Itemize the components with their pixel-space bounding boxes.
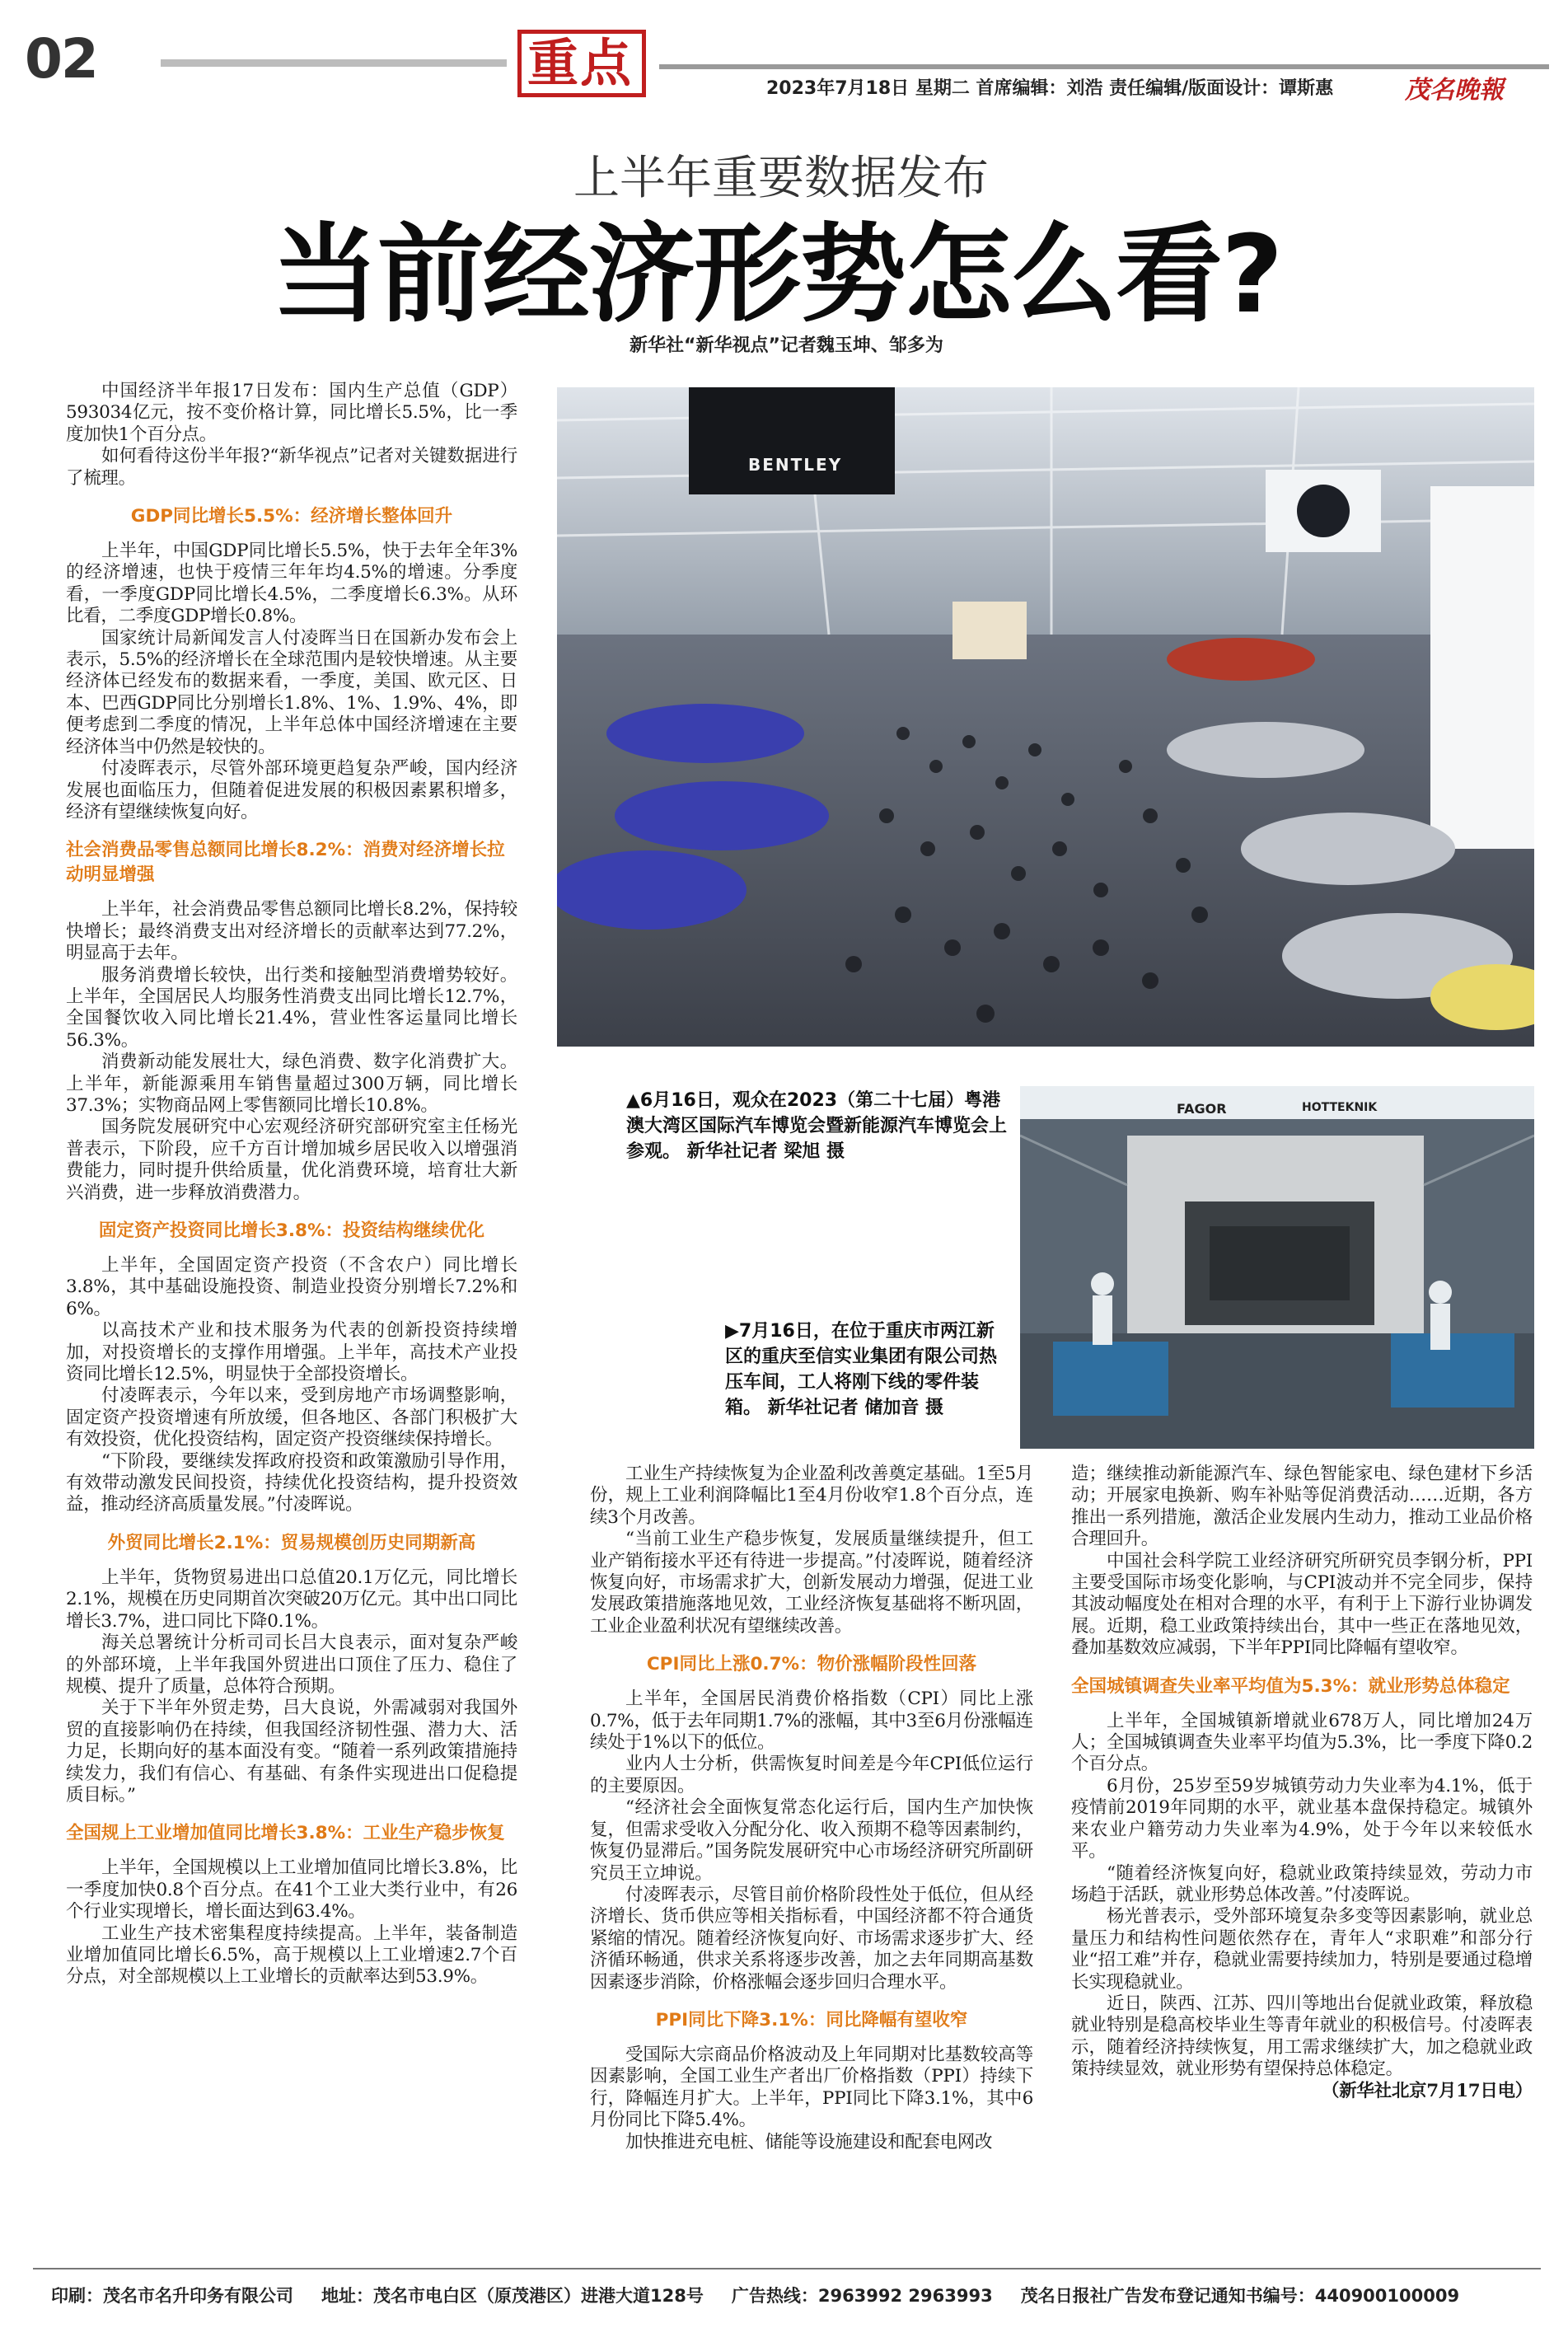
- page-number: 02: [25, 27, 97, 91]
- factory-illustration: [1020, 1086, 1534, 1449]
- footer: [51, 2283, 1542, 2307]
- paragraph: 付凌晖表示，尽管目前价格阶段性处于低位，但从经济增长、货币供应等相关指标看，中国经济都不符合通货紧缩的情况。随着经济恢复向好、市场需求逐步扩大、经济循环畅通，供求关系将逐步改善，加之去年同期高基数因素逐步消除，价格涨幅会逐步回归合理水平。: [590, 1884, 1033, 1993]
- dateline: （新华社北京7月17日电）: [1322, 2080, 1533, 2101]
- paragraph: 近日，陕西、江苏、四川等地出台促就业政策，释放稳就业特别是稳高校毕业生等青年就业的积极信号。付凌晖表示，随着经济持续恢复，用工需求继续扩大，加之稳就业政策持续显效，就业形势有望保持总体稳定。: [1071, 1993, 1533, 2080]
- paragraph: 工业生产持续恢复为企业盈利改善奠定基础。1至5月份，规上工业利润降幅比1至4月份收窄1.8个百分点，连续3个月改善。: [590, 1464, 1033, 1528]
- paragraph: 中国经济半年报17日发布：国内生产总值（GDP）593034亿元，按不变价格计算，同比增长5.5%，比一季度加快1个百分点。: [66, 381, 517, 445]
- header-info: 2023年7月18日 星期二 首席编辑：刘浩 责任编辑/版面设计：谭斯惠: [766, 78, 1334, 99]
- auto-show-caption: ▲6月16日，观众在2023（第二十七届）粤港澳大湾区国际汽车博览会暨新能源汽车博览会上参观。 新华社记者 梁旭 摄: [626, 1090, 1008, 1162]
- paragraph: 付凌晖表示，今年以来，受到房地产市场调整影响，固定资产投资增速有所放缓，但各地区、各部门积极扩大有效投资，优化投资结构，固定资产投资继续保持增长。: [66, 1385, 517, 1450]
- kicker-title: 上半年重要数据发布: [573, 152, 989, 205]
- paragraph: “当前工业生产稳步恢复，发展质量继续提升，但工业产销衔接水平还有待进一步提高。”付凌晖说，随着经济恢复向好，市场需求扩大，创新发展动力增强，促进工业发展政策措施落地见效，工业经济恢复基础将不断巩固，工业企业盈利状况有望继续改善。: [590, 1529, 1033, 1637]
- paragraph: 工业生产技术密集程度持续提高。上半年，装备制造业增加值同比增长6.5%，高于规模以上工业增速2.7个百分点，对全部规模以上工业增长的贡献率达到53.9%。: [66, 1923, 517, 1988]
- section-heading: 外贸同比增长2.1%：贸易规模创历史同期新高: [107, 1532, 476, 1553]
- paragraph: “经济社会全面恢复常态化运行后，国内生产加快恢复，但需求受收入分配分化、收入预期不稳等因素制约，恢复仍显滞后。”国务院发展研究中心市场经济研究所副研究员王立坤说。: [590, 1797, 1033, 1884]
- footer-address: 地址：茂名市电白区（原茂港区）进港大道128号: [321, 2286, 704, 2306]
- auto-show-illustration: [557, 387, 1534, 1047]
- article-column-2: [590, 1464, 1033, 2153]
- paragraph: 中国社会科学院工业经济研究所研究员李钢分析，PPI主要受国际市场变化影响，与CPI波动并不完全同步，保持其波动幅度处在相对合理的水平，有利于上下游行业协调发展。近期，稳工业政策持续出台，其中一些正在落地见效，叠加基数效应减弱，下半年PPI同比降幅有望收窄。: [1071, 1550, 1533, 1659]
- paragraph: 上半年，全国居民消费价格指数（CPI）同比上涨0.7%，低于去年同期1.7%的涨幅，其中3至6月份涨幅连续处于1%以下的低位。: [590, 1689, 1033, 1754]
- paragraph: 造；继续推动新能源汽车、绿色智能家电、绿色建材下乡活动；开展家电换新、购车补贴等促消费活动……近期，各方推出一系列措施，激活企业发展内生动力，推动工业品价格合理回升。: [1071, 1464, 1533, 1550]
- section-heading: GDP同比增长5.5%：经济增长整体回升: [130, 506, 453, 527]
- paragraph: 上半年，货物贸易进出口总值20.1万亿元，同比增长2.1%，规模在历史同期首次突破20万亿元。其中出口同比增长3.7%，进口同比下降0.1%。: [66, 1567, 517, 1632]
- paragraph: 上半年，全国规模以上工业增加值同比增长3.8%，比一季度加快0.8个百分点。在41个工业大类行业中，有26个行业实现增长，增长面达到63.4%。: [66, 1857, 517, 1923]
- byline: 新华社“新华视点”记者魏玉坤、邹多为: [630, 335, 943, 356]
- paragraph: 业内人士分析，供需恢复时间差是今年CPI低位运行的主要原因。: [590, 1754, 1033, 1796]
- page-header: [0, 0, 1568, 107]
- paragraph: 加快推进充电桩、储能等设施建设和配套电网改: [625, 2131, 993, 2152]
- factory-photo: [1020, 1086, 1534, 1449]
- paragraph: 上半年，中国GDP同比增长5.5%，快于去年全年3%的经济增速，也快于疫情三年年均4.5%的增速。分季度看，一季度GDP同比增长4.5%，二季度增长6.3%。从环比看，二季度GDP增长0.8%。: [66, 541, 517, 627]
- section-heading: 全国规上工业增加值同比增长3.8%：工业生产稳步恢复: [66, 1823, 505, 1844]
- section-heading: PPI同比下降3.1%：同比降幅有望收窄: [655, 2009, 968, 2031]
- paragraph: 如何看待这份半年报?“新华视点”记者对关键数据进行了梳理。: [66, 446, 517, 489]
- paragraph: 海关总署统计分析司司长吕大良表示，面对复杂严峻的外部环境，上半年我国外贸进出口顶住了压力、稳住了规模、提升了质量，总体符合预期。: [66, 1632, 517, 1697]
- hotteknik-sign: HOTTEKNIK: [1302, 1101, 1378, 1114]
- factory-caption: ▶7月16日，在位于重庆市两江新区的重庆至信实业集团有限公司热压车间，工人将刚下线的零件装箱。 新华社记者 储加音 摄: [725, 1321, 998, 1418]
- paragraph: 国家统计局新闻发言人付凌晖当日在国新办发布会上表示，5.5%的经济增长在全球范围内是较快增速。从主要经济体已经发布的数据来看，一季度，美国、欧元区、日本、巴西GDP同比分别增长1.8%、1%、1.9%、4%，即便考虑到二季度的情况，上半年总体中国经济增速在主要经济体当中仍然是较快的。: [66, 627, 517, 757]
- paragraph: “下阶段，要继续发挥政府投资和政策激励引导作用，有效带动激发民间投资，持续优化投资结构，提升投资效益，推动经济高质量发展。”付凌晖说。: [66, 1450, 517, 1515]
- paragraph: 上半年，全国城镇新增就业678万人，同比增加24万人；全国城镇调查失业率平均值为5.3%，比一季度下降0.2个百分点。: [1071, 1710, 1533, 1775]
- paragraph: 消费新动能发展壮大，绿色消费、数字化消费扩大。上半年，新能源乘用车销售量超过300万辆，同比增长37.3%；实物商品网上零售额同比增长10.8%。: [66, 1052, 517, 1116]
- section-title: 重点: [527, 33, 634, 93]
- bentley-sign: BENTLEY: [748, 455, 843, 475]
- paragraph: 关于下半年外贸走势，吕大良说，外需减弱对我国外贸的直接影响仍在持续，但我国经济韧性强、潜力大、活力足，长期向好的基本面没有变。“随着一系列政策措施持续发力，我们有信心、有基础、有条件实现进出口促稳提质目标。”: [66, 1698, 517, 1806]
- article-column-3: [1071, 1464, 1533, 2102]
- paragraph: 以高技术产业和技术服务为代表的创新投资持续增加，对投资增长的支撑作用增强。上半年，高技术产业投资同比增长12.5%，明显快于全部投资增长。: [66, 1320, 517, 1385]
- section-heading: 固定资产投资同比增长3.8%：投资结构继续优化: [98, 1220, 485, 1241]
- footer-ad-cert: 茂名日报社广告发布登记通知书编号：440900100009: [1020, 2286, 1460, 2306]
- paragraph: 国务院发展研究中心宏观经济研究部研究室主任杨光普表示，下阶段，应千方百计增加城乡居民收入以增强消费能力，同时提升供给质量，优化消费环境，培育壮大新兴消费，进一步释放消费潜力。: [66, 1117, 517, 1203]
- fagor-sign: FAGOR: [1177, 1101, 1227, 1117]
- section-heading: 全国城镇调查失业率平均值为5.3%：就业形势总体稳定: [1071, 1675, 1510, 1697]
- paragraph: 6月份，25岁至59岁城镇劳动力失业率为4.1%，低于疫情前2019年同期的水平，就业基本盘保持稳定。城镇外来农业户籍劳动力失业率为4.9%，处于今年以来较低水平。: [1071, 1775, 1533, 1862]
- footer-ad-hotline: 广告热线：2963992 2963993: [731, 2286, 993, 2306]
- paragraph: 上半年，全国固定资产投资（不含农户）同比增长3.8%，其中基础设施投资、制造业投资分别增长7.2%和6%。: [66, 1255, 517, 1319]
- section-heading: 社会消费品零售总额同比增长8.2%：消费对经济增长拉动明显增强: [66, 840, 505, 886]
- main-headline: 当前经济形势怎么看?: [272, 212, 1282, 337]
- header-rule-left: [161, 59, 507, 67]
- paragraph: 杨光普表示，受外部环境复杂多变等因素影响，就业总量压力和结构性问题依然存在，青年人“求职难”和部分行业“招工难”并存，稳就业需要持续加力，特别是要通过稳增长实现稳就业。: [1071, 1906, 1533, 1993]
- article-column-1: [66, 381, 517, 1988]
- newspaper-logo: 茂名晚報: [1405, 76, 1504, 105]
- paragraph: 付凌晖表示，尽管外部环境更趋复杂严峻，国内经济发展也面临压力，但随着促进发展的积极因素累积增多，经济有望继续恢复向好。: [66, 758, 517, 822]
- paragraph: “随着经济恢复向好，稳就业政策持续显效，劳动力市场趋于活跃，就业形势总体改善。”付凌晖说。: [1071, 1862, 1533, 1905]
- footer-printer: 印刷：茂名市名升印务有限公司: [51, 2286, 293, 2306]
- section-heading: CPI同比上涨0.7%：物价涨幅阶段性回落: [646, 1654, 977, 1675]
- paragraph: 上半年，社会消费品零售总额同比增长8.2%，保持较快增长；最终消费支出对经济增长的贡献率达到77.2%，明显高于去年。: [66, 899, 517, 964]
- paragraph: 服务消费增长较快，出行类和接触型消费增势较好。上半年，全国居民人均服务性消费支出同比增长12.7%，全国餐饮收入同比增长21.4%，营业性客运量同比增长56.3%。: [66, 964, 517, 1051]
- auto-show-photo: [557, 387, 1534, 1047]
- footer-rule: [33, 2268, 1541, 2269]
- paragraph: 受国际大宗商品价格波动及上年同期对比基数较高等因素影响，全国工业生产者出厂价格指数（PPI）持续下行，降幅连月扩大。上半年，PPI同比下降3.1%，其中6月份同比下降5.4%。: [590, 2044, 1033, 2131]
